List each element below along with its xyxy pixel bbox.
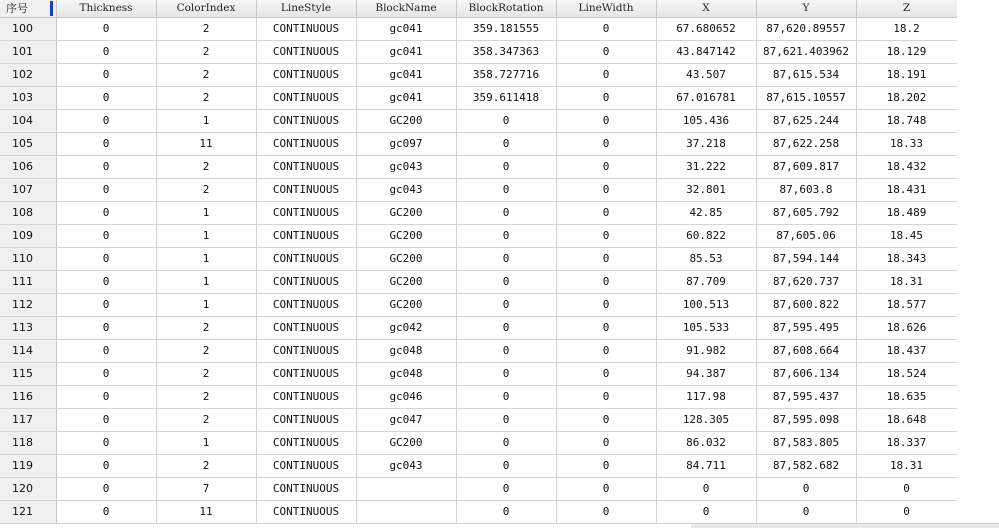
cell-thickness[interactable]: 0 — [56, 363, 156, 386]
cell-thickness[interactable]: 0 — [56, 478, 156, 501]
cell-colorindex[interactable]: 1 — [156, 225, 256, 248]
cell-blockname[interactable]: gc097 — [356, 133, 456, 156]
cell-x[interactable]: 85.53 — [656, 248, 756, 271]
cell-x[interactable]: 67.016781 — [656, 87, 756, 110]
cell-y[interactable]: 0 — [756, 501, 856, 524]
cell-colorindex[interactable]: 1 — [156, 248, 256, 271]
cell-thickness[interactable]: 0 — [56, 225, 156, 248]
cell-colorindex[interactable]: 2 — [156, 18, 256, 41]
cell-linewidth[interactable]: 0 — [556, 386, 656, 409]
cell-linestyle[interactable]: CONTINUOUS — [256, 156, 356, 179]
table-row[interactable] — [0, 294, 957, 317]
cell-z[interactable]: 18.31 — [856, 455, 957, 478]
cell-linewidth[interactable]: 0 — [556, 87, 656, 110]
row-number-cell[interactable]: 112 — [0, 294, 56, 317]
cell-x[interactable]: 87.709 — [656, 271, 756, 294]
cell-blockrotation[interactable]: 358.347363 — [456, 41, 556, 64]
cell-thickness[interactable]: 0 — [56, 110, 156, 133]
cell-linestyle[interactable]: CONTINUOUS — [256, 386, 356, 409]
cell-blockrotation[interactable]: 0 — [456, 409, 556, 432]
cell-z[interactable]: 18.202 — [856, 87, 957, 110]
cell-thickness[interactable]: 0 — [56, 340, 156, 363]
cell-y[interactable]: 87,609.817 — [756, 156, 856, 179]
cell-blockrotation[interactable]: 0 — [456, 202, 556, 225]
column-header-z[interactable]: Z — [856, 0, 957, 18]
table-row[interactable] — [0, 271, 957, 294]
cell-z[interactable]: 18.577 — [856, 294, 957, 317]
cell-colorindex[interactable]: 11 — [156, 501, 256, 524]
cell-thickness[interactable]: 0 — [56, 179, 156, 202]
cell-colorindex[interactable]: 1 — [156, 294, 256, 317]
cell-linestyle[interactable]: CONTINUOUS — [256, 501, 356, 524]
cell-blockrotation[interactable]: 0 — [456, 248, 556, 271]
row-number-cell[interactable]: 107 — [0, 179, 56, 202]
cell-linewidth[interactable]: 0 — [556, 110, 656, 133]
cell-linestyle[interactable]: CONTINUOUS — [256, 340, 356, 363]
cell-colorindex[interactable]: 2 — [156, 409, 256, 432]
cell-linestyle[interactable]: CONTINUOUS — [256, 41, 356, 64]
row-number-cell[interactable]: 106 — [0, 156, 56, 179]
cell-colorindex[interactable]: 2 — [156, 64, 256, 87]
cell-linestyle[interactable]: CONTINUOUS — [256, 294, 356, 317]
cell-blockname[interactable]: gc041 — [356, 87, 456, 110]
row-number-cell[interactable]: 102 — [0, 64, 56, 87]
cell-x[interactable]: 94.387 — [656, 363, 756, 386]
cell-blockrotation[interactable]: 0 — [456, 363, 556, 386]
table-row[interactable] — [0, 156, 957, 179]
cell-colorindex[interactable]: 1 — [156, 202, 256, 225]
cell-z[interactable]: 18.191 — [856, 64, 957, 87]
cell-y[interactable]: 0 — [756, 478, 856, 501]
cell-blockrotation[interactable]: 0 — [456, 110, 556, 133]
cell-colorindex[interactable]: 11 — [156, 133, 256, 156]
cell-z[interactable]: 18.626 — [856, 317, 957, 340]
cell-blockrotation[interactable]: 359.181555 — [456, 18, 556, 41]
column-header-y[interactable]: Y — [756, 0, 856, 18]
cell-blockname[interactable]: GC200 — [356, 432, 456, 455]
cell-y[interactable]: 87,605.792 — [756, 202, 856, 225]
cell-thickness[interactable]: 0 — [56, 455, 156, 478]
cell-colorindex[interactable]: 2 — [156, 41, 256, 64]
column-header-linewidth[interactable]: LineWidth — [556, 0, 656, 18]
cell-linewidth[interactable]: 0 — [556, 179, 656, 202]
cell-blockrotation[interactable]: 0 — [456, 455, 556, 478]
cell-thickness[interactable]: 0 — [56, 409, 156, 432]
row-number-cell[interactable]: 119 — [0, 455, 56, 478]
table-row[interactable] — [0, 432, 957, 455]
table-row[interactable] — [0, 87, 957, 110]
cell-x[interactable]: 60.822 — [656, 225, 756, 248]
column-header-linestyle[interactable]: LineStyle — [256, 0, 356, 18]
cell-x[interactable]: 0 — [656, 501, 756, 524]
cell-blockname[interactable]: gc046 — [356, 386, 456, 409]
cell-x[interactable]: 117.98 — [656, 386, 756, 409]
table-row[interactable] — [0, 110, 957, 133]
cell-linestyle[interactable]: CONTINUOUS — [256, 455, 356, 478]
cell-y[interactable]: 87,595.098 — [756, 409, 856, 432]
column-header-thickness[interactable]: Thickness — [56, 0, 156, 18]
cell-blockname[interactable]: gc047 — [356, 409, 456, 432]
cell-y[interactable]: 87,583.805 — [756, 432, 856, 455]
cell-y[interactable]: 87,603.8 — [756, 179, 856, 202]
table-body — [0, 18, 957, 524]
cell-blockname[interactable]: GC200 — [356, 225, 456, 248]
row-number-cell[interactable]: 104 — [0, 110, 56, 133]
cell-x[interactable]: 67.680652 — [656, 18, 756, 41]
cell-colorindex[interactable]: 2 — [156, 179, 256, 202]
table-row[interactable] — [0, 478, 957, 501]
cell-x[interactable]: 43.847142 — [656, 41, 756, 64]
row-number-cell[interactable]: 113 — [0, 317, 56, 340]
cell-colorindex[interactable]: 2 — [156, 87, 256, 110]
horizontal-scrollbar[interactable] — [691, 523, 999, 528]
cell-z[interactable]: 18.648 — [856, 409, 957, 432]
cell-y[interactable]: 87,595.437 — [756, 386, 856, 409]
cell-y[interactable]: 87,600.822 — [756, 294, 856, 317]
table-row[interactable] — [0, 133, 957, 156]
cell-blockname[interactable]: GC200 — [356, 271, 456, 294]
row-number-cell[interactable]: 100 — [0, 18, 56, 41]
cell-blockname[interactable]: gc043 — [356, 455, 456, 478]
table-row[interactable] — [0, 18, 957, 41]
row-number-cell[interactable]: 117 — [0, 409, 56, 432]
cell-x[interactable]: 86.032 — [656, 432, 756, 455]
cell-linewidth[interactable]: 0 — [556, 340, 656, 363]
cell-z[interactable]: 18.635 — [856, 386, 957, 409]
row-number-cell[interactable]: 111 — [0, 271, 56, 294]
cell-x[interactable]: 42.85 — [656, 202, 756, 225]
cell-linestyle[interactable]: CONTINUOUS — [256, 225, 356, 248]
cell-linewidth[interactable]: 0 — [556, 363, 656, 386]
cell-linewidth[interactable]: 0 — [556, 271, 656, 294]
cell-linestyle[interactable]: CONTINUOUS — [256, 202, 356, 225]
cell-linewidth[interactable]: 0 — [556, 432, 656, 455]
cell-thickness[interactable]: 0 — [56, 64, 156, 87]
cell-thickness[interactable]: 0 — [56, 271, 156, 294]
cell-z[interactable]: 18.45 — [856, 225, 957, 248]
cell-linestyle[interactable]: CONTINUOUS — [256, 110, 356, 133]
cell-z[interactable]: 18.524 — [856, 363, 957, 386]
cell-y[interactable]: 87,615.534 — [756, 64, 856, 87]
cell-linestyle[interactable]: CONTINUOUS — [256, 409, 356, 432]
cell-thickness[interactable]: 0 — [56, 294, 156, 317]
cell-linewidth[interactable]: 0 — [556, 248, 656, 271]
cell-y[interactable]: 87,608.664 — [756, 340, 856, 363]
cell-blockrotation[interactable]: 0 — [456, 432, 556, 455]
cell-thickness[interactable]: 0 — [56, 202, 156, 225]
row-number-cell[interactable]: 121 — [0, 501, 56, 524]
cell-x[interactable]: 31.222 — [656, 156, 756, 179]
cell-colorindex[interactable]: 1 — [156, 432, 256, 455]
cell-blockname[interactable]: GC200 — [356, 202, 456, 225]
table-row[interactable] — [0, 41, 957, 64]
cell-colorindex[interactable]: 2 — [156, 156, 256, 179]
cell-thickness[interactable]: 0 — [56, 133, 156, 156]
cell-thickness[interactable]: 0 — [56, 248, 156, 271]
cell-z[interactable]: 18.33 — [856, 133, 957, 156]
table-row[interactable] — [0, 248, 957, 271]
cell-blockname[interactable]: GC200 — [356, 110, 456, 133]
cell-blockrotation[interactable]: 0 — [456, 340, 556, 363]
cell-blockname[interactable]: GC200 — [356, 294, 456, 317]
cell-z[interactable]: 0 — [856, 478, 957, 501]
cell-y[interactable]: 87,582.682 — [756, 455, 856, 478]
column-header-colorindex[interactable]: ColorIndex — [156, 0, 256, 18]
cell-z[interactable]: 18.431 — [856, 179, 957, 202]
cell-blockname[interactable] — [356, 478, 456, 501]
cell-z[interactable]: 18.337 — [856, 432, 957, 455]
cell-linestyle[interactable]: CONTINUOUS — [256, 432, 356, 455]
cell-linewidth[interactable]: 0 — [556, 64, 656, 87]
cell-blockname[interactable]: gc041 — [356, 64, 456, 87]
table-row[interactable] — [0, 409, 957, 432]
row-number-cell[interactable]: 115 — [0, 363, 56, 386]
cell-blockrotation[interactable]: 0 — [456, 294, 556, 317]
cell-z[interactable]: 18.129 — [856, 41, 957, 64]
cell-x[interactable]: 100.513 — [656, 294, 756, 317]
cell-x[interactable]: 105.533 — [656, 317, 756, 340]
cell-blockname[interactable]: gc048 — [356, 363, 456, 386]
cell-blockname[interactable]: gc043 — [356, 156, 456, 179]
cell-y[interactable]: 87,615.10557 — [756, 87, 856, 110]
cell-thickness[interactable]: 0 — [56, 432, 156, 455]
cell-blockrotation[interactable]: 0 — [456, 179, 556, 202]
cell-blockrotation[interactable]: 0 — [456, 271, 556, 294]
cell-colorindex[interactable]: 2 — [156, 340, 256, 363]
cell-y[interactable]: 87,594.144 — [756, 248, 856, 271]
row-number-header[interactable]: 序号 — [0, 0, 56, 18]
cell-linewidth[interactable]: 0 — [556, 156, 656, 179]
table-row[interactable] — [0, 317, 957, 340]
cell-blockname[interactable] — [356, 501, 456, 524]
cell-y[interactable]: 87,620.89557 — [756, 18, 856, 41]
cell-linewidth[interactable]: 0 — [556, 133, 656, 156]
row-number-cell[interactable]: 110 — [0, 248, 56, 271]
cell-colorindex[interactable]: 2 — [156, 363, 256, 386]
row-number-cell[interactable]: 114 — [0, 340, 56, 363]
cell-linestyle[interactable]: CONTINUOUS — [256, 133, 356, 156]
cell-thickness[interactable]: 0 — [56, 156, 156, 179]
cell-blockname[interactable]: GC200 — [356, 248, 456, 271]
cell-linestyle[interactable]: CONTINUOUS — [256, 179, 356, 202]
table-row[interactable] — [0, 455, 957, 478]
table-row[interactable] — [0, 340, 957, 363]
cell-z[interactable]: 18.432 — [856, 156, 957, 179]
cell-colorindex[interactable]: 2 — [156, 317, 256, 340]
cell-blockrotation[interactable]: 0 — [456, 501, 556, 524]
cell-linestyle[interactable]: CONTINUOUS — [256, 87, 356, 110]
table-row[interactable] — [0, 179, 957, 202]
row-number-cell[interactable]: 105 — [0, 133, 56, 156]
cell-linestyle[interactable]: CONTINUOUS — [256, 317, 356, 340]
cell-blockrotation[interactable]: 0 — [456, 133, 556, 156]
cell-linewidth[interactable]: 0 — [556, 501, 656, 524]
cell-z[interactable]: 18.748 — [856, 110, 957, 133]
cell-colorindex[interactable]: 2 — [156, 455, 256, 478]
row-number-cell[interactable]: 108 — [0, 202, 56, 225]
row-number-cell[interactable]: 109 — [0, 225, 56, 248]
table-row[interactable] — [0, 64, 957, 87]
column-header-blockrotation[interactable]: BlockRotation — [456, 0, 556, 18]
cell-linestyle[interactable]: CONTINUOUS — [256, 18, 356, 41]
cell-z[interactable]: 18.2 — [856, 18, 957, 41]
cell-linewidth[interactable]: 0 — [556, 478, 656, 501]
cell-y[interactable]: 87,622.258 — [756, 133, 856, 156]
cell-thickness[interactable]: 0 — [56, 41, 156, 64]
cell-linewidth[interactable]: 0 — [556, 225, 656, 248]
row-number-cell[interactable]: 118 — [0, 432, 56, 455]
cell-x[interactable]: 105.436 — [656, 110, 756, 133]
cell-blockname[interactable]: gc043 — [356, 179, 456, 202]
row-number-cell[interactable]: 101 — [0, 41, 56, 64]
cell-blockrotation[interactable]: 0 — [456, 156, 556, 179]
cell-thickness[interactable]: 0 — [56, 87, 156, 110]
cell-y[interactable]: 87,620.737 — [756, 271, 856, 294]
cell-blockrotation[interactable]: 0 — [456, 478, 556, 501]
cell-thickness[interactable]: 0 — [56, 317, 156, 340]
cell-thickness[interactable]: 0 — [56, 386, 156, 409]
cell-linewidth[interactable]: 0 — [556, 317, 656, 340]
cell-x[interactable]: 91.982 — [656, 340, 756, 363]
table-row[interactable] — [0, 202, 957, 225]
cell-thickness[interactable]: 0 — [56, 501, 156, 524]
row-number-cell[interactable]: 116 — [0, 386, 56, 409]
cell-x[interactable]: 32.801 — [656, 179, 756, 202]
cell-linewidth[interactable]: 0 — [556, 202, 656, 225]
cell-blockrotation[interactable]: 359.611418 — [456, 87, 556, 110]
cell-blockrotation[interactable]: 0 — [456, 317, 556, 340]
table-row[interactable] — [0, 386, 957, 409]
cell-blockname[interactable]: gc048 — [356, 340, 456, 363]
cell-linestyle[interactable]: CONTINUOUS — [256, 64, 356, 87]
cell-linestyle[interactable]: CONTINUOUS — [256, 363, 356, 386]
row-number-cell[interactable]: 103 — [0, 87, 56, 110]
cell-thickness[interactable]: 0 — [56, 18, 156, 41]
cell-linestyle[interactable]: CONTINUOUS — [256, 248, 356, 271]
column-header-x[interactable]: X — [656, 0, 756, 18]
table-row[interactable] — [0, 501, 957, 524]
cell-linewidth[interactable]: 0 — [556, 18, 656, 41]
cell-x[interactable]: 84.711 — [656, 455, 756, 478]
cell-y[interactable]: 87,605.06 — [756, 225, 856, 248]
cell-x[interactable]: 0 — [656, 478, 756, 501]
table-header-row — [0, 0, 957, 18]
cell-blockname[interactable]: gc041 — [356, 18, 456, 41]
cell-x[interactable]: 37.218 — [656, 133, 756, 156]
cell-x[interactable]: 128.305 — [656, 409, 756, 432]
cell-linewidth[interactable]: 0 — [556, 41, 656, 64]
cell-z[interactable]: 0 — [856, 501, 957, 524]
empty-grid-area — [957, 0, 999, 523]
cell-linewidth[interactable]: 0 — [556, 455, 656, 478]
cell-linestyle[interactable]: CONTINUOUS — [256, 478, 356, 501]
cell-colorindex[interactable]: 2 — [156, 386, 256, 409]
cell-z[interactable]: 18.343 — [856, 248, 957, 271]
cell-linestyle[interactable]: CONTINUOUS — [256, 271, 356, 294]
column-header-blockname[interactable]: BlockName — [356, 0, 456, 18]
cell-linewidth[interactable]: 0 — [556, 294, 656, 317]
column-resize-handle[interactable] — [50, 1, 53, 16]
row-number-cell[interactable]: 120 — [0, 478, 56, 501]
cell-blockrotation[interactable]: 0 — [456, 386, 556, 409]
table-row[interactable] — [0, 225, 957, 248]
cell-colorindex[interactable]: 1 — [156, 271, 256, 294]
cell-colorindex[interactable]: 1 — [156, 110, 256, 133]
cell-z[interactable]: 18.437 — [856, 340, 957, 363]
table-row[interactable] — [0, 363, 957, 386]
cell-colorindex[interactable]: 7 — [156, 478, 256, 501]
cell-y[interactable]: 87,606.134 — [756, 363, 856, 386]
cell-y[interactable]: 87,595.495 — [756, 317, 856, 340]
cell-z[interactable]: 18.31 — [856, 271, 957, 294]
cell-linewidth[interactable]: 0 — [556, 409, 656, 432]
cell-blockrotation[interactable]: 0 — [456, 225, 556, 248]
cell-x[interactable]: 43.507 — [656, 64, 756, 87]
cell-blockname[interactable]: gc042 — [356, 317, 456, 340]
cell-blockname[interactable]: gc041 — [356, 41, 456, 64]
cell-z[interactable]: 18.489 — [856, 202, 957, 225]
cell-y[interactable]: 87,625.244 — [756, 110, 856, 133]
cell-y[interactable]: 87,621.403962 — [756, 41, 856, 64]
cell-blockrotation[interactable]: 358.727716 — [456, 64, 556, 87]
